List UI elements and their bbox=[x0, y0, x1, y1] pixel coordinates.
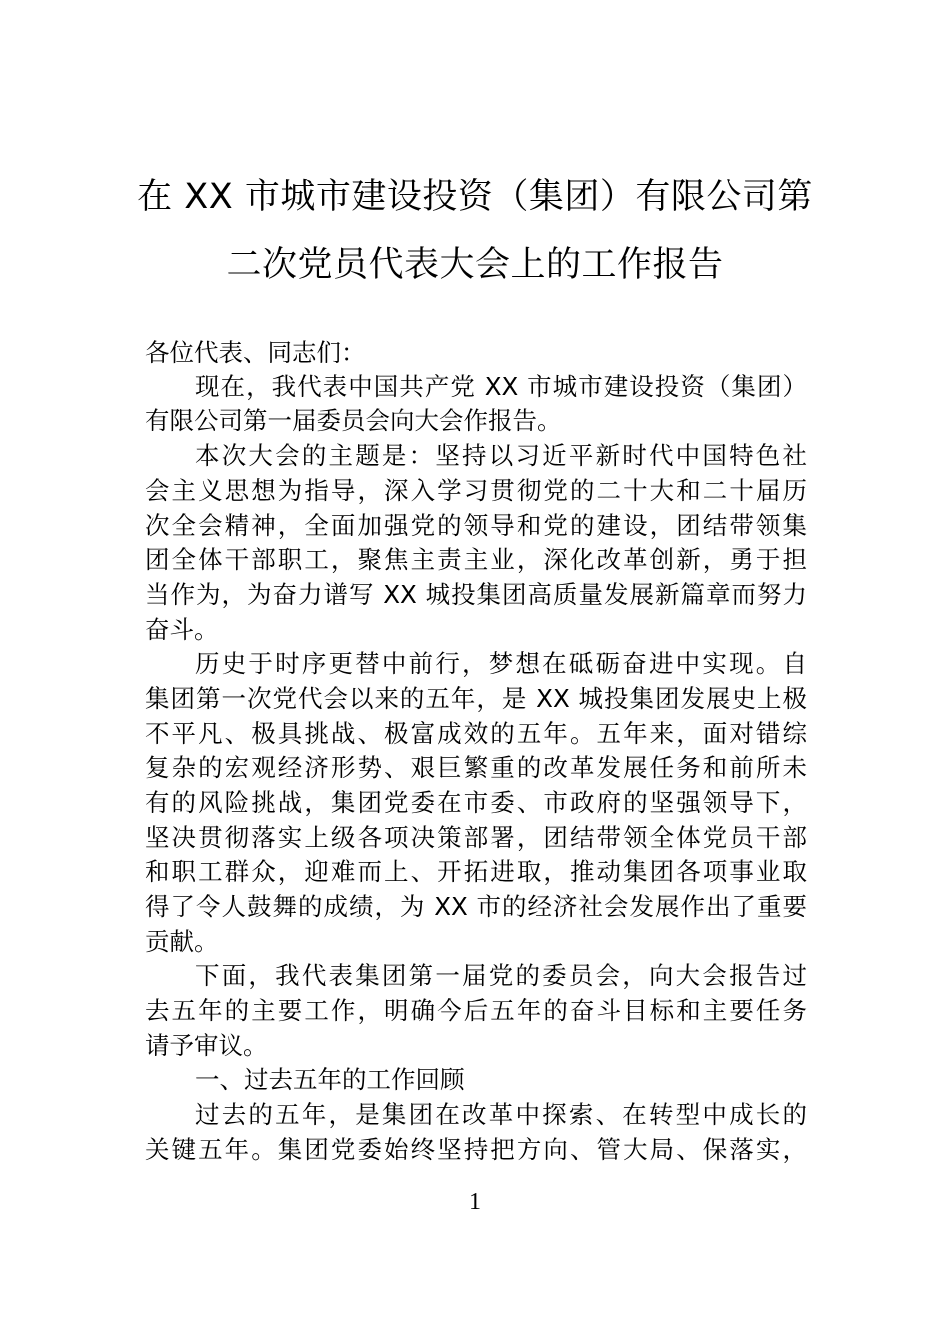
document-title-line-2: 二次党员代表大会上的工作报告 bbox=[226, 245, 724, 285]
paragraph-line: 去五年的主要工作，明确今后五年的奋斗目标和主要任务 bbox=[145, 996, 807, 1025]
paragraph-line: 历史于时序更替中前行，梦想在砥砺奋进中实现。自 bbox=[195, 649, 807, 678]
document-title-line-1: 在 XX 市城市建设投资（集团）有限公司第 bbox=[137, 177, 813, 217]
paragraph-line: 当作为，为奋力谱写 XX 城投集团高质量发展新篇章而努力 bbox=[145, 580, 807, 609]
page-number: 1 bbox=[469, 1189, 481, 1215]
paragraph-line: 贡献。 bbox=[145, 927, 219, 956]
paragraph-line: 复杂的宏观经济形势、艰巨繁重的改革发展任务和前所未 bbox=[145, 753, 807, 782]
paragraph-line: 得了令人鼓舞的成绩，为 XX 市的经济社会发展作出了重要 bbox=[145, 892, 807, 921]
paragraph-line: 奋斗。 bbox=[145, 615, 219, 644]
paragraph-line: 集团第一次党代会以来的五年，是 XX 城投集团发展史上极 bbox=[145, 684, 807, 713]
paragraph-line: 过去的五年，是集团在改革中探索、在转型中成长的 bbox=[195, 1100, 807, 1129]
paragraph-line: 次全会精神，全面加强党的领导和党的建设，团结带领集 bbox=[145, 511, 807, 540]
paragraph-line: 关键五年。集团党委始终坚持把方向、管大局、保落实， bbox=[145, 1135, 807, 1164]
paragraph-line: 团全体干部职工，聚焦主责主业，深化改革创新，勇于担 bbox=[145, 545, 807, 574]
paragraph-line: 本次大会的主题是：坚持以习近平新时代中国特色社 bbox=[195, 441, 807, 470]
paragraph-line: 请予审议。 bbox=[145, 1031, 268, 1060]
paragraph-line: 有限公司第一届委员会向大会作报告。 bbox=[145, 406, 562, 435]
paragraph-line: 会主义思想为指导，深入学习贯彻党的二十大和二十届历 bbox=[145, 476, 807, 505]
salutation: 各位代表、同志们： bbox=[145, 338, 366, 367]
paragraph-line: 不平凡、极具挑战、极富成效的五年。五年来，面对错综 bbox=[145, 719, 807, 748]
paragraph-line: 有的风险挑战，集团党委在市委、市政府的坚强领导下， bbox=[145, 788, 807, 817]
paragraph-line: 现在，我代表中国共产党 XX 市城市建设投资（集团） bbox=[195, 372, 807, 401]
paragraph-line: 下面，我代表集团第一届党的委员会，向大会报告过 bbox=[195, 961, 807, 990]
paragraph-line: 坚决贯彻落实上级各项决策部署，团结带领全体党员干部 bbox=[145, 823, 807, 852]
paragraph-line: 和职工群众，迎难而上、开拓进取，推动集团各项事业取 bbox=[145, 857, 807, 886]
section-heading: 一、过去五年的工作回顾 bbox=[195, 1065, 465, 1094]
